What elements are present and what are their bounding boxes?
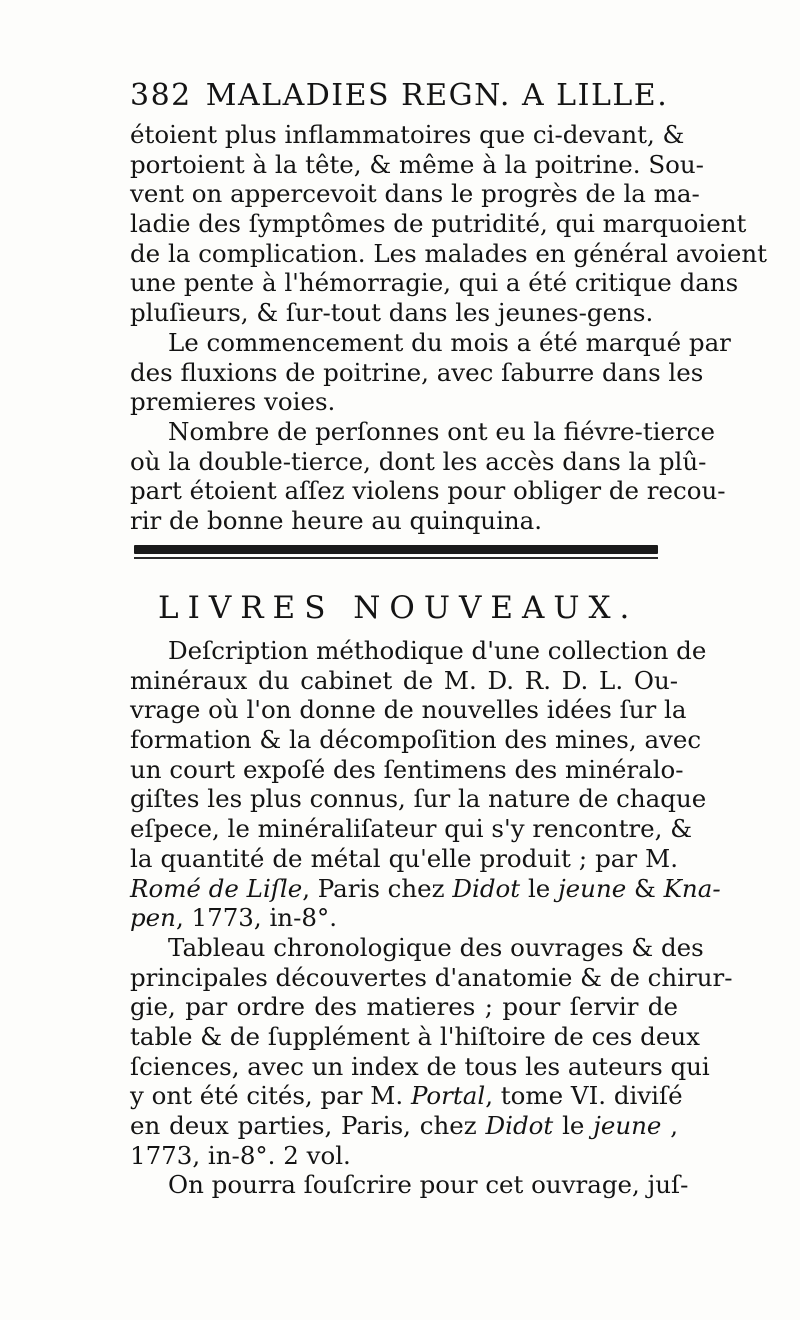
publisher-name: Kna-: [663, 873, 721, 903]
text-line: vrage où l'on donne de nouvelles idées ſur la: [130, 695, 687, 725]
text-line: étoient plus inflammatoires que ci-devant, &: [130, 120, 685, 149]
section-title: LIVRES NOUVEAUX.: [158, 590, 639, 626]
text-line: formation & la décompoſition des mines, avec: [130, 725, 702, 755]
text-line: des fluxions de poitrine, avec ſaburre dans les: [130, 357, 704, 387]
author-name: Portal: [410, 1081, 486, 1111]
text-line: ſciences, avec un index de tous les auteurs qui: [130, 1051, 710, 1081]
text-line: On pourra ſouſcrire pour cet ouvrage, juſ-: [168, 1170, 689, 1200]
running-title: MALADIES REGN. A LILLE.: [205, 78, 669, 113]
text-line: pluſieurs, & ſur-tout dans les jeunes-gens.: [130, 298, 654, 328]
publisher-name: Didot: [485, 1111, 554, 1140]
text-line: un court expoſé des ſentimens des minéralo-: [130, 754, 684, 784]
author-name: Romé de Liſle: [130, 873, 303, 903]
text-line: table & de ſupplément à l'hiſtoire de ces deux: [130, 1021, 700, 1051]
text-fragment: , tome VI. diviſé: [485, 1081, 683, 1111]
text-line: [130, 873, 721, 904]
text-line: ladie des ſymptômes de putridité, qui marquoient: [130, 209, 747, 239]
text-line: la quantité de métal qu'elle produit ; par M.: [130, 843, 678, 873]
publisher-name: Didot: [452, 873, 521, 903]
publisher-name: pen: [130, 903, 176, 933]
text-fragment: &: [626, 873, 664, 903]
text-line: [130, 903, 678, 933]
running-header: [130, 78, 675, 120]
text-line: vent on appercevoit dans le progrès de la ma-: [130, 179, 700, 209]
text-line: portoient à la tête, & même à la poitrine. Sou-: [130, 149, 704, 179]
text-fragment: en deux parties, Paris, chez: [130, 1111, 477, 1140]
text-line: gie, par ordre des matieres ; pour ſervir de: [130, 992, 678, 1022]
text-line: principales découvertes d'anatomie & de chirur-: [130, 962, 733, 992]
text-fragment: le: [553, 1111, 594, 1140]
text-fragment: , 1773, in-8°.: [175, 903, 337, 933]
text-line: où la double-tierce, dont les accès dans la plû-: [130, 446, 707, 476]
double-rule-thin: [134, 557, 658, 559]
publisher-qualifier: jeune: [593, 1111, 662, 1140]
top-text-block: [130, 120, 767, 536]
text-line: premieres voies.: [130, 387, 336, 417]
page-number: 382: [130, 78, 192, 113]
text-line: rir de bonne heure au quinquina.: [130, 505, 543, 535]
text-line: de la complication. Les malades en général avoient: [130, 238, 767, 268]
publisher-qualifier: jeune: [558, 873, 627, 903]
text-fragment: le: [520, 873, 559, 903]
text-line: [130, 1081, 683, 1111]
text-fragment: y ont été cités, par M.: [130, 1081, 404, 1111]
text-line: Deſcription méthodique d'une collection de: [168, 636, 707, 665]
text-line: part étoient aſſez violens pour obliger de recou-: [130, 476, 726, 506]
text-line: une pente à l'hémorragie, qui a été critique dans: [130, 268, 739, 298]
text-line: eſpece, le minéraliſateur qui s'y rencontre, &: [130, 814, 693, 844]
text-fragment: ,: [661, 1111, 678, 1140]
text-line: Nombre de perſonnes ont eu la fiévre-tierce: [168, 416, 715, 446]
text-line: Le commencement du mois a été marqué par: [168, 327, 731, 357]
text-fragment: , Paris chez: [302, 873, 445, 903]
text-line: Tableau chronologique des ouvrages & des: [168, 932, 704, 962]
double-rule-thick: [134, 545, 658, 554]
text-line: [130, 1111, 678, 1141]
text-line: 1773, in-8°. 2 vol.: [130, 1140, 351, 1170]
text-line: giſtes les plus connus, ſur la nature de chaque: [130, 784, 707, 814]
book-listing-block: [130, 636, 733, 1200]
text-line: minéraux du cabinet de M. D. R. D. L. Ou-: [130, 665, 678, 695]
